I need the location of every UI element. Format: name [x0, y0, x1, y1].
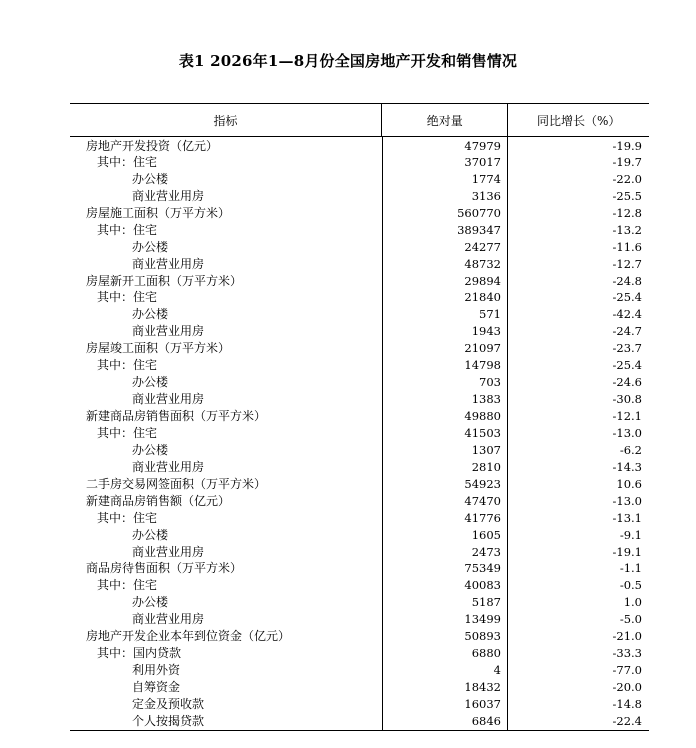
row-yoy-growth: -1.1 — [619, 561, 642, 576]
table-row — [70, 408, 649, 425]
row-absolute-value: 29894 — [382, 273, 508, 290]
row-label: 其中：住宅 — [97, 358, 158, 373]
row-yoy-growth: -30.8 — [612, 392, 642, 407]
table-row — [70, 340, 649, 357]
row-yoy-growth: -24.8 — [612, 273, 642, 288]
row-absolute-value: 48732 — [382, 256, 508, 273]
row-label: 商业营业用房 — [132, 612, 205, 627]
table-row — [70, 256, 649, 273]
row-yoy-growth: -22.0 — [612, 171, 642, 186]
row-absolute-value: 5187 — [382, 594, 508, 611]
row-yoy-growth: 1.0 — [623, 595, 642, 610]
row-absolute-value: 14798 — [382, 357, 508, 374]
table-row — [70, 679, 649, 696]
row-absolute-value: 1774 — [382, 171, 508, 188]
row-yoy-growth: -6.2 — [619, 442, 642, 457]
row-absolute-value: 18432 — [382, 679, 508, 696]
table-row — [70, 374, 649, 391]
table-row — [70, 476, 649, 493]
table-row — [70, 628, 649, 645]
row-yoy-growth: -25.4 — [612, 358, 642, 373]
row-absolute-value: 47979 — [382, 137, 508, 154]
row-yoy-growth: -23.7 — [612, 341, 642, 356]
table-row — [70, 154, 649, 171]
header-indicator: 指标 — [213, 113, 238, 128]
table-row — [70, 594, 649, 611]
row-yoy-growth: -13.0 — [612, 425, 642, 440]
table-body — [70, 137, 649, 731]
table-row — [70, 493, 649, 510]
row-yoy-growth: -12.1 — [612, 409, 642, 423]
table-title: 表1 2026年1—8月份全国房地产开发和销售情况 — [178, 52, 518, 70]
row-yoy-growth: -9.1 — [619, 527, 642, 542]
row-absolute-value: 40083 — [382, 577, 508, 594]
row-absolute-value: 571 — [382, 306, 508, 323]
row-label: 自筹资金 — [132, 680, 181, 694]
table-row — [70, 323, 649, 340]
table-row — [70, 611, 649, 628]
row-label: 商业营业用房 — [132, 256, 205, 271]
row-absolute-value: 1605 — [382, 527, 508, 544]
table-row — [70, 273, 649, 290]
row-absolute-value: 389347 — [382, 222, 508, 239]
row-absolute-value: 41503 — [382, 425, 508, 442]
table-row — [70, 662, 649, 679]
table-row — [70, 713, 649, 730]
row-yoy-growth: -42.4 — [612, 307, 642, 322]
table-row — [70, 222, 649, 239]
row-yoy-growth: -24.7 — [612, 324, 642, 339]
row-yoy-growth: -19.9 — [612, 139, 642, 153]
row-absolute-value: 1307 — [382, 442, 508, 459]
row-label: 其中：住宅 — [97, 578, 158, 593]
row-yoy-growth: -12.7 — [612, 256, 642, 271]
table-row — [70, 205, 649, 222]
row-absolute-value: 4 — [382, 662, 508, 679]
row-absolute-value: 37017 — [382, 154, 508, 171]
row-absolute-value: 75349 — [382, 560, 508, 577]
row-label: 新建商品房销售面积（万平方米） — [86, 409, 267, 423]
row-yoy-growth: -25.4 — [612, 290, 642, 305]
row-absolute-value: 24277 — [382, 239, 508, 256]
row-label: 办公楼 — [132, 595, 169, 610]
row-yoy-growth: -0.5 — [619, 578, 642, 593]
row-absolute-value: 1943 — [382, 323, 508, 340]
row-absolute-value: 3136 — [382, 188, 508, 205]
row-absolute-value: 41776 — [382, 510, 508, 527]
table-row — [70, 391, 649, 408]
row-absolute-value: 6846 — [382, 713, 508, 730]
table-row — [70, 137, 649, 154]
row-yoy-growth: -14.3 — [612, 459, 642, 474]
row-label: 办公楼 — [132, 171, 169, 186]
table-row — [70, 188, 649, 205]
row-yoy-growth: -13.2 — [612, 222, 642, 237]
row-label: 办公楼 — [132, 239, 169, 254]
table-row — [70, 527, 649, 544]
row-label: 其中：住宅 — [97, 425, 158, 440]
row-yoy-growth: 10.6 — [616, 476, 642, 491]
row-absolute-value: 49880 — [382, 408, 508, 425]
row-label: 办公楼 — [132, 307, 169, 322]
table-row — [70, 560, 649, 577]
table-row — [70, 289, 649, 306]
header-yoy: 同比增长（%） — [537, 113, 621, 128]
table-row — [70, 459, 649, 476]
row-label: 房地产开发企业本年到位资金（亿元） — [86, 629, 291, 644]
row-label: 房屋施工面积（万平方米） — [86, 205, 231, 220]
row-absolute-value: 50893 — [382, 628, 508, 645]
row-label: 个人按揭贷款 — [132, 713, 205, 728]
row-yoy-growth: -13.1 — [612, 510, 642, 525]
row-yoy-growth: -5.0 — [619, 612, 642, 627]
table-row — [70, 442, 649, 459]
row-yoy-growth: -21.0 — [612, 629, 642, 644]
row-yoy-growth: -19.7 — [612, 154, 642, 169]
header-absolute: 绝对量 — [381, 104, 509, 136]
row-label: 办公楼 — [132, 375, 169, 390]
row-yoy-growth: -19.1 — [612, 544, 642, 559]
row-label: 新建商品房销售额（亿元） — [86, 493, 231, 508]
table-row — [70, 239, 649, 256]
table-row — [70, 696, 649, 713]
table-row — [70, 544, 649, 561]
row-absolute-value: 47470 — [382, 493, 508, 510]
row-yoy-growth: -13.0 — [612, 493, 642, 508]
row-absolute-value: 703 — [382, 374, 508, 391]
row-absolute-value: 1383 — [382, 391, 508, 408]
row-absolute-value: 2810 — [382, 459, 508, 476]
row-absolute-value: 6880 — [382, 645, 508, 662]
row-label: 商业营业用房 — [132, 392, 205, 407]
row-label: 房屋新开工面积（万平方米） — [86, 273, 243, 288]
row-yoy-growth: -22.4 — [612, 713, 642, 728]
row-label: 商业营业用房 — [132, 188, 205, 203]
table-row — [70, 306, 649, 323]
row-absolute-value: 21840 — [382, 289, 508, 306]
row-absolute-value: 13499 — [382, 611, 508, 628]
row-yoy-growth: -14.8 — [612, 696, 642, 711]
table-row — [70, 577, 649, 594]
row-label: 其中：住宅 — [97, 510, 158, 525]
row-absolute-value: 21097 — [382, 340, 508, 357]
row-yoy-growth: -20.0 — [612, 680, 642, 694]
row-label: 办公楼 — [132, 527, 169, 542]
row-absolute-value: 16037 — [382, 696, 508, 713]
table-row — [70, 171, 649, 188]
row-label: 其中：国内贷款 — [97, 646, 182, 661]
row-yoy-growth: -24.6 — [612, 375, 642, 390]
table-row — [70, 357, 649, 374]
row-label: 其中：住宅 — [97, 154, 158, 169]
row-absolute-value: 54923 — [382, 476, 508, 493]
row-yoy-growth: -77.0 — [612, 663, 642, 678]
row-label: 办公楼 — [132, 442, 169, 457]
row-yoy-growth: -33.3 — [612, 646, 642, 661]
row-label: 其中：住宅 — [97, 290, 158, 305]
table-row — [70, 425, 649, 442]
table-header — [70, 103, 649, 137]
row-label: 商业营业用房 — [132, 544, 205, 559]
row-label: 商业营业用房 — [132, 459, 205, 474]
row-label: 其中：住宅 — [97, 222, 158, 237]
row-yoy-growth: -11.6 — [612, 239, 642, 254]
data-table — [70, 103, 649, 731]
row-label: 房屋竣工面积（万平方米） — [86, 341, 231, 356]
row-label: 商品房待售面积（万平方米） — [86, 561, 243, 576]
row-label: 利用外资 — [132, 663, 181, 678]
row-absolute-value: 560770 — [382, 205, 508, 222]
table-row — [70, 510, 649, 527]
row-yoy-growth: -12.8 — [612, 205, 642, 220]
row-label: 房地产开发投资（亿元） — [86, 139, 219, 153]
row-label: 商业营业用房 — [132, 324, 205, 339]
row-label: 二手房交易网签面积（万平方米） — [86, 476, 267, 491]
row-label: 定金及预收款 — [132, 696, 205, 711]
row-yoy-growth: -25.5 — [612, 188, 642, 203]
row-absolute-value: 2473 — [382, 544, 508, 561]
table-row — [70, 645, 649, 662]
